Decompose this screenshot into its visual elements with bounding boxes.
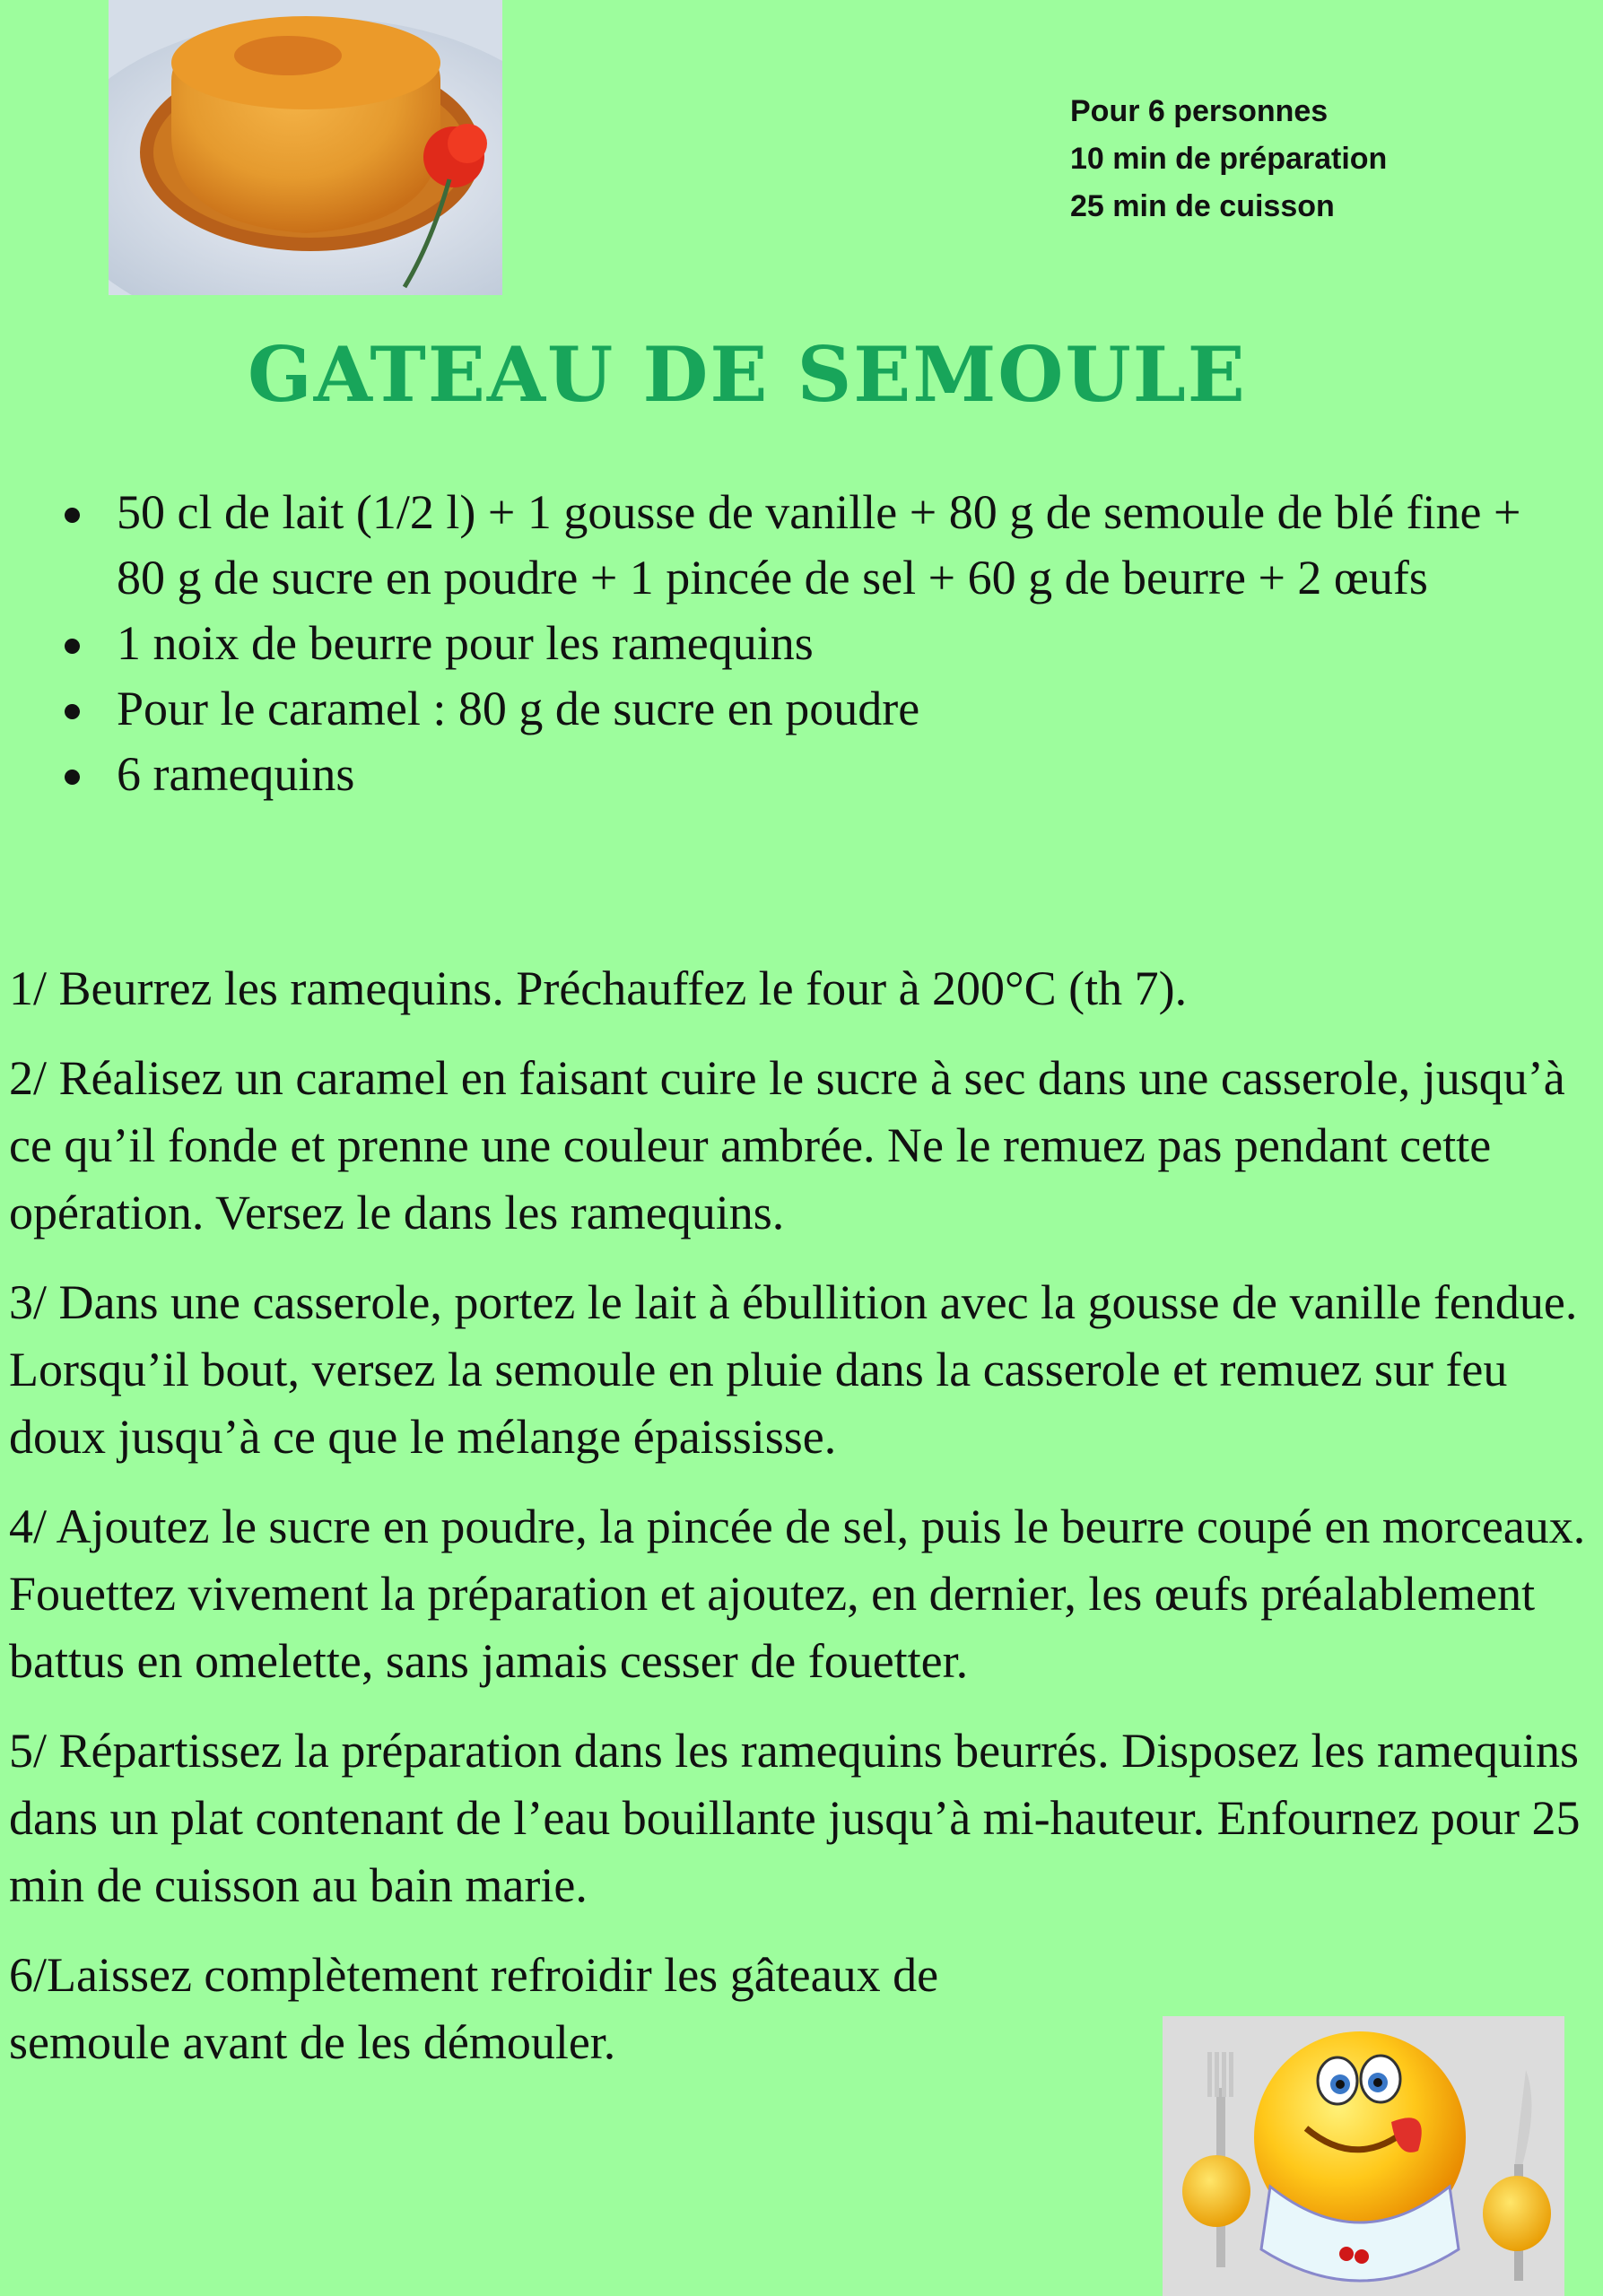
dessert-photo	[109, 0, 502, 295]
hungry-smiley-icon	[1163, 2016, 1564, 2296]
servings-text: Pour 6 personnes	[1070, 94, 1329, 128]
step-paragraph: 4/ Ajoutez le sucre en poudre, la pincée de sel, puis le beurre coupé en morceaux. Fouettez vivement la préparation et ajoutez, en dernier, les œufs préalablement battus en omelette, sans jamais cesser de fouetter.	[9, 1500, 1586, 1688]
step-paragraph: 2/ Réalisez un caramel en faisant cuire le sucre à sec dans une casserole, jusqu’à ce qu’il fonde et prenne une couleur ambrée. Ne le remuez pas pendant cette opération. Versez le dans les ramequins.	[9, 1051, 1565, 1239]
recipe-info	[1070, 88, 1387, 230]
ingredient-item: 1 noix de beurre pour les ramequins	[0, 611, 1579, 676]
ingredient-item: 50 cl de lait (1/2 l) + 1 gousse de vanille + 80 g de semoule de blé fine + 80 g de sucre en poudre + 1 pincée de sel + 60 g de beurre + 2 œufs	[0, 480, 1579, 611]
ingredients-list	[0, 480, 1579, 807]
cook-time-text: 25 min de cuisson	[1070, 189, 1335, 223]
recipe-steps	[9, 955, 1592, 2099]
step-paragraph: 6/Laissez complètement refroidir les gâteaux de semoule avant de les démouler.	[9, 1948, 939, 2069]
recipe-title: GATEAU DE SEMOULE	[248, 330, 1247, 419]
prep-time-text: 10 min de préparation	[1070, 142, 1388, 176]
step-paragraph: 3/ Dans une casserole, portez le lait à ébullition avec la gousse de vanille fendue. Lorsqu’il bout, versez la semoule en pluie dans la casserole et remuez sur feu doux jusqu’à ce que le mélange épaississe.	[9, 1275, 1578, 1464]
step-paragraph: 5/ Répartissez la préparation dans les ramequins beurrés. Disposez les ramequins dans un plat contenant de l’eau bouillante jusqu’à mi-hauteur. Enfournez pour 25 min de cuisson au bain marie.	[9, 1724, 1581, 1912]
ingredient-item: 6 ramequins	[0, 742, 1579, 807]
step-paragraph: 1/ Beurrez les ramequins. Préchauffez le four à 200°C (th 7).	[9, 961, 1188, 1015]
ingredient-item: Pour le caramel : 80 g de sucre en poudre	[0, 676, 1579, 742]
